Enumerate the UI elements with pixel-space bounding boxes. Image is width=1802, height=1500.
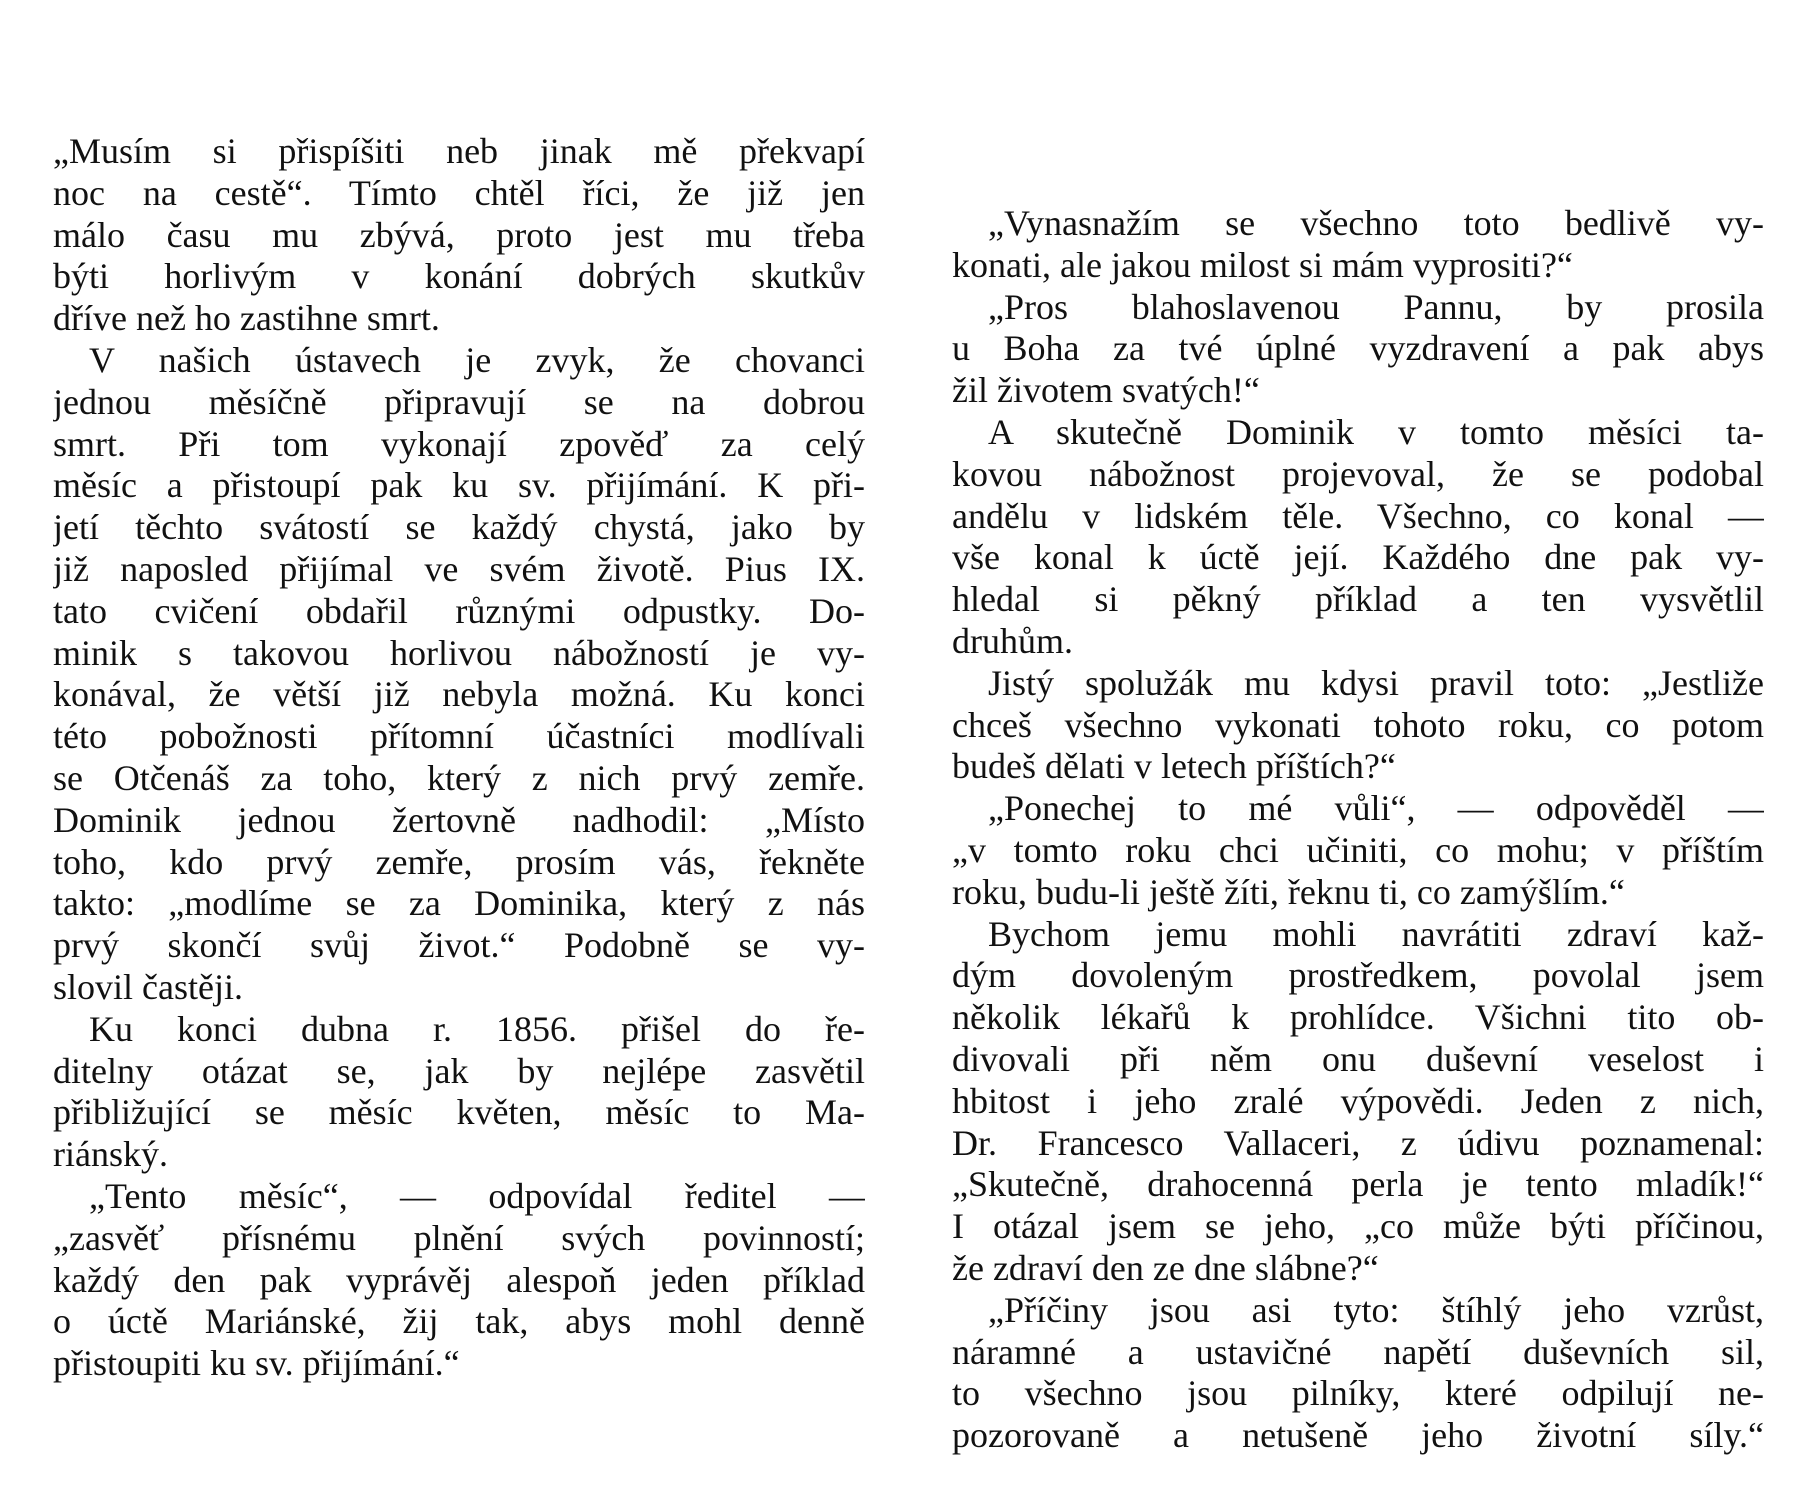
right-text-line: náramné a ustavičné napětí duševních sil, — [952, 1331, 1764, 1372]
right-text-line: několik lékařů k prohlídce. Všichni tito ob- — [952, 997, 1764, 1038]
right-text-line: Jistý spolužák mu kdysi pravil toto: „Jestliže — [988, 662, 1764, 703]
left-text-line: prvý skončí svůj život.“ Podobně se vy- — [53, 925, 865, 966]
right-text-line: „v tomto roku chci učiniti, co mohu; v příštím — [952, 829, 1764, 870]
right-text-line: vše konal k úctě její. Každého dne pak vy- — [952, 537, 1764, 578]
right-text-line: „Příčiny jsou asi tyto: štíhlý jeho vzrůst, — [988, 1289, 1764, 1330]
left-text-line: jednou měsíčně připravují se na dobrou — [53, 381, 865, 422]
right-text-line: hledal si pěkný příklad a ten vysvětlil — [952, 579, 1764, 620]
left-text-line: takto: „modlíme se za Dominika, který z nás — [53, 883, 865, 924]
right-text-line: to všechno jsou pilníky, které odpilují ne- — [952, 1373, 1764, 1414]
right-text-line: roku, budu-li ještě žíti, řeknu ti, co zamýšlím.“ — [952, 871, 1625, 912]
right-text-line: I otázal jsem se jeho, „co může býti příčinou, — [952, 1206, 1764, 1247]
right-text-line: „Vynasnažím se všechno toto bedlivě vy- — [988, 203, 1764, 243]
left-text-line: málo času mu zbývá, proto jest mu třeba — [53, 214, 865, 255]
left-text-line: o úctě Mariánské, žij tak, abys mohl denně — [53, 1301, 865, 1342]
right-text-line: A skutečně Dominik v tomto měsíci ta- — [988, 411, 1764, 452]
left-text-line: se Otčenáš za toho, který z nich prvý zemře. — [53, 757, 865, 798]
right-text-line: druhům. — [952, 620, 1073, 661]
left-text-line: každý den pak vyprávěj alespoň jeden příklad — [53, 1259, 865, 1300]
right-text-line: Dr. Francesco Vallaceri, z údivu poznamenal: — [952, 1122, 1764, 1163]
left-text-line: měsíc a přistoupí pak ku sv. přijímání. K při- — [53, 465, 865, 506]
left-text-line: slovil častěji. — [53, 966, 243, 1007]
left-text-line: V našich ústavech je zvyk, že chovanci — [89, 339, 865, 380]
left-text-line: přibližující se měsíc květen, měsíc to Ma- — [53, 1092, 865, 1133]
left-text-line: konával, že větší již nebyla možná. Ku konci — [53, 674, 865, 715]
left-text-line: ditelny otázat se, jak by nejlépe zasvětil — [53, 1050, 865, 1091]
right-text-line: budeš dělati v letech příštích?“ — [952, 746, 1396, 787]
left-text-line: přistoupiti ku sv. přijímání.“ — [53, 1343, 460, 1384]
left-text-line: tato cvičení obdařil různými odpustky. Do- — [53, 590, 865, 631]
right-text-column — [952, 203, 1764, 1457]
left-text-line: minik s takovou horlivou nábožností je vy- — [53, 632, 865, 673]
left-text-line: dříve než ho zastihne smrt. — [53, 298, 440, 339]
right-text-line: pozorovaně a netušeně jeho životní síly.“ — [952, 1415, 1764, 1456]
right-text-line: dým dovoleným prostředkem, povolal jsem — [952, 955, 1764, 996]
right-text-line: „Skutečně, drahocenná perla je tento mladík!“ — [952, 1164, 1764, 1205]
left-text-column — [53, 131, 865, 1385]
right-text-line: andělu v lidském těle. Všechno, co konal — — [952, 495, 1764, 536]
left-text-line: smrt. Při tom vykonají zpověď za celý — [53, 423, 865, 464]
right-text-line: divovali při něm onu duševní veselost i — [952, 1038, 1764, 1079]
left-text-line: „Tento měsíc“, — odpovídal ředitel — — [89, 1175, 865, 1216]
right-text-line: chceš všechno vykonati tohoto roku, co potom — [952, 704, 1764, 745]
right-text-line: u Boha za tvé úplné vyzdravení a pak abys — [952, 328, 1764, 369]
right-text-line: „Ponechej to mé vůli“, — odpověděl — — [988, 788, 1764, 829]
left-text-line: „Musím si přispíšiti neb jinak mě překvapí — [53, 131, 865, 171]
left-text-line: „zasvěť přísnému plnění svých povinností; — [53, 1217, 865, 1258]
left-text-line: býti horlivým v konání dobrých skutkův — [53, 256, 865, 297]
left-text-line: jetí těchto svátostí se každý chystá, jako by — [53, 507, 865, 548]
left-text-line: riánský. — [53, 1134, 168, 1175]
left-text-line: Dominik jednou žertovně nadhodil: „Místo — [53, 799, 865, 840]
right-text-line: že zdraví den ze dne slábne?“ — [952, 1247, 1379, 1288]
left-text-line: noc na cestě“. Tímto chtěl říci, že již jen — [53, 172, 865, 213]
right-text-line: konati, ale jakou milost si mám vyprositi?“ — [952, 244, 1573, 285]
left-text-line: Ku konci dubna r. 1856. přišel do ře- — [89, 1008, 865, 1049]
left-text-line: této pobožnosti přítomní účastníci modlívali — [53, 716, 865, 757]
left-text-line: již naposled přijímal ve svém životě. Pius IX. — [53, 548, 865, 589]
right-text-line: Bychom jemu mohli navrátiti zdraví kaž- — [988, 913, 1764, 954]
right-text-line: kovou nábožnost projevoval, že se podobal — [952, 453, 1764, 494]
left-text-line: toho, kdo prvý zemře, prosím vás, řekněte — [53, 841, 865, 882]
right-text-line: žil životem svatých!“ — [952, 370, 1260, 411]
right-text-line: „Pros blahoslavenou Pannu, by prosila — [988, 286, 1764, 327]
right-text-line: hbitost i jeho zralé výpovědi. Jeden z nich, — [952, 1080, 1764, 1121]
